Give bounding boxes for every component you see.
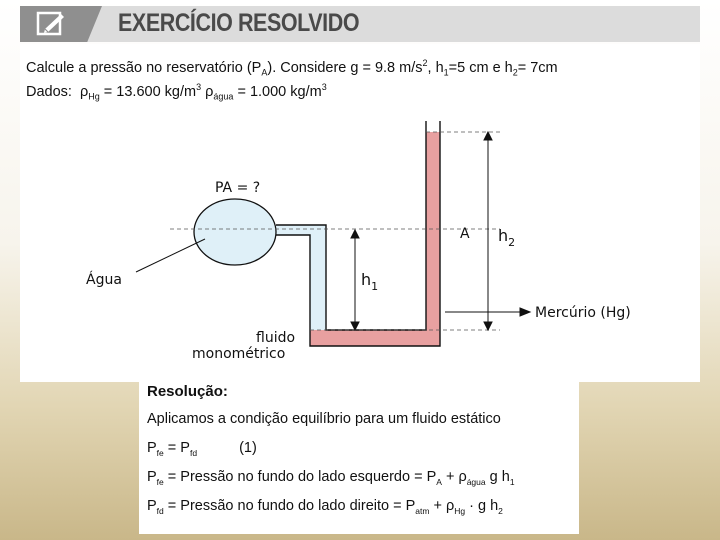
h2-arrow-head-up bbox=[484, 132, 492, 140]
mercurio-arrow-head bbox=[520, 308, 530, 316]
water-left-column bbox=[310, 230, 326, 330]
tube-outer-wall bbox=[276, 121, 426, 330]
mercury-bottom bbox=[310, 330, 440, 346]
header-bar bbox=[20, 6, 700, 42]
problem-statement: Calcule a pressão no reservatório $(P_A)$. Considere g = 9.8 $m/s^2$, $h_1=5$ cm e $h_2= 7cm$ bbox=[26, 58, 558, 78]
h1-arrow-head-up bbox=[351, 230, 359, 238]
h1-arrow-head-down bbox=[351, 322, 359, 330]
resolution-panel bbox=[139, 380, 579, 534]
header-icon-box bbox=[20, 6, 102, 42]
water-pipe bbox=[276, 225, 326, 235]
fluido-label: fluido bbox=[256, 330, 296, 346]
resolution-line-3: $P_{fe}$ = Pressão no fundo do lado esquerdo = $P_A + \rho_{água}$ g $h_1$ bbox=[147, 469, 515, 487]
agua-pointer bbox=[136, 239, 205, 272]
resolution-line-2: $P_{fe} = P_{fd}$ (1) bbox=[147, 440, 257, 458]
monometrico-label: monométrico bbox=[192, 346, 286, 362]
problem-data: Dados: $\rho_{Hg} = 13.600$ $kg/m^3$ $\rho_{água} = 1.000$ $kg/m^3$ bbox=[26, 82, 327, 102]
manometer-diagram bbox=[20, 44, 700, 382]
pa-label: PA = ? bbox=[215, 180, 261, 196]
mercury-right-column bbox=[426, 132, 440, 346]
h2-label: $h_2$ bbox=[498, 226, 516, 249]
resolution-line-4: $P_{fd}$ = Pressão no fundo do lado direito = $P_{atm} + \rho_{Hg} \cdot g$ $h_2$ bbox=[147, 498, 503, 516]
resolution-title: Resolução: bbox=[147, 383, 228, 400]
agua-label: Água bbox=[86, 272, 122, 288]
mercurio-label: Mercúrio (Hg) bbox=[535, 305, 631, 321]
a-label: A bbox=[460, 226, 470, 242]
page-title: EXERCÍCIO RESOLVIDO bbox=[118, 9, 360, 37]
h1-label: $h_1$ bbox=[361, 270, 379, 293]
h2-arrow-head-down bbox=[484, 322, 492, 330]
reservoir bbox=[194, 199, 276, 265]
resolution-line-1: Aplicamos a condição equilíbrio para um fluido estático bbox=[147, 411, 501, 427]
pencil-edit-icon bbox=[36, 11, 66, 37]
problem-panel bbox=[20, 44, 700, 382]
